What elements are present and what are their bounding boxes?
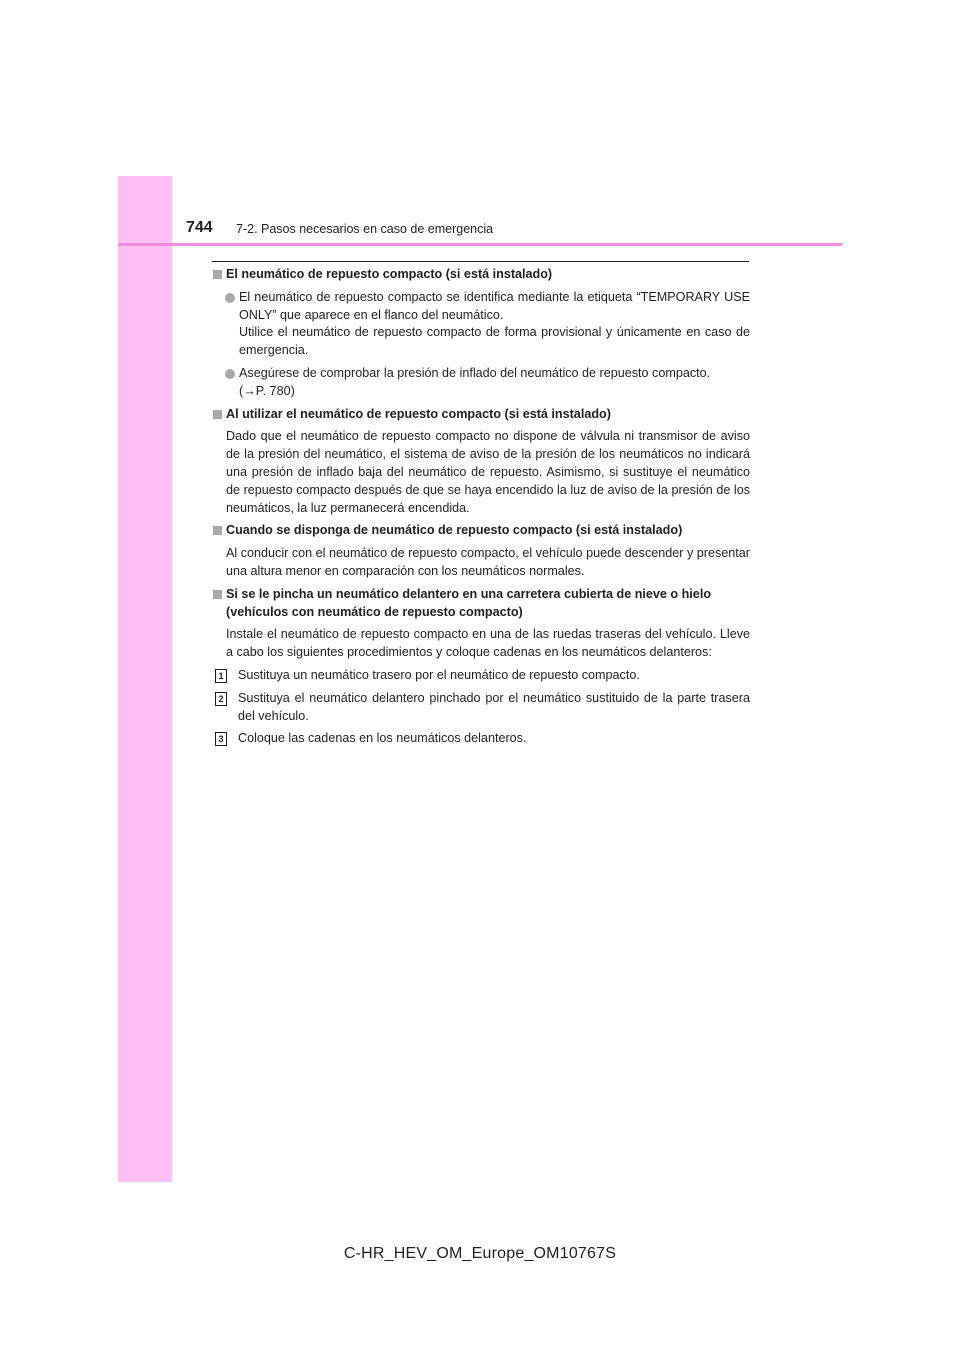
step-number-badge: 1	[215, 669, 227, 683]
step-text: Sustituya el neumático delantero pinchado por el neumático sustituido de la parte trasera del vehículo.	[238, 690, 750, 723]
circle-bullet-icon	[225, 369, 235, 379]
step-text: Coloque las cadenas en los neumáticos delanteros.	[238, 731, 527, 746]
header-rule	[118, 243, 842, 246]
step-item	[212, 690, 750, 726]
bullet-text: Utilice el neumático de repuesto compacto de forma provisional y únicamente en caso de emergencia.	[239, 325, 750, 358]
section-title: Al utilizar el neumático de repuesto compacto (si está instalado)	[226, 406, 611, 421]
content-divider	[212, 261, 749, 262]
section-heading	[212, 522, 750, 540]
chapter-title: 7-2. Pasos necesarios en caso de emergencia	[236, 222, 494, 236]
section-paragraph: Instale el neumático de repuesto compacto en una de las ruedas traseras del vehículo. Lleve a cabo los siguientes procedimientos y coloque cadenas en los neumáticos delanteros:	[226, 627, 750, 660]
bullet-item	[212, 365, 750, 401]
section-paragraph: Dado que el neumático de repuesto compacto no dispone de válvula ni transmisor de aviso de la presión del neumático, el sistema de aviso de la presión de los neumáticos no indicará una presión de inflado baja del neumático de repuesto. Asimismo, si sustituye el neumático de repuesto compacto después de que se haya encendido la luz de aviso de la presión de los neumáticos, la luz permanecerá encendida.	[226, 429, 750, 515]
square-bullet-icon	[213, 410, 222, 419]
section-title: Si se le pincha un neumático delantero en una carretera cubierta de nieve o hielo (vehículos con neumático de repuesto compacto)	[226, 586, 712, 619]
circle-bullet-icon	[225, 293, 235, 303]
step-text: Sustituya un neumático trasero por el neumático de repuesto compacto.	[238, 667, 640, 682]
step-item	[212, 667, 750, 685]
section-heading	[212, 586, 750, 622]
section-paragraph: Al conducir con el neumático de repuesto compacto, el vehículo puede descender y presentar una altura menor en comparación con los neumáticos normales.	[226, 546, 750, 578]
section-heading	[212, 266, 750, 284]
bullet-text: El neumático de repuesto compacto se identifica mediante la etiqueta “TEMPORARY USE ONLY” que aparece en el flanco del neumático.	[239, 289, 750, 322]
section-title: Cuando se disponga de neumático de repuesto compacto (si está instalado)	[226, 523, 683, 538]
bullet-text: Asegúrese de comprobar la presión de inflado del neumático de repuesto compacto.	[239, 365, 711, 380]
square-bullet-icon	[213, 590, 222, 599]
step-number-badge: 3	[215, 732, 227, 746]
footer-document-id: C-HR_HEV_OM_Europe_OM10767S	[343, 1245, 617, 1262]
square-bullet-icon	[213, 270, 222, 279]
page-content	[212, 266, 750, 753]
square-bullet-icon	[213, 526, 222, 535]
page-reference: (→P. 780)	[239, 383, 295, 398]
section-title: El neumático de repuesto compacto (si está instalado)	[226, 267, 553, 281]
bullet-item	[212, 289, 750, 360]
side-tab-band	[118, 176, 172, 1182]
page-number: 744	[186, 219, 213, 236]
step-number-badge: 2	[215, 692, 227, 706]
section-heading	[212, 406, 750, 424]
step-item	[212, 730, 750, 748]
